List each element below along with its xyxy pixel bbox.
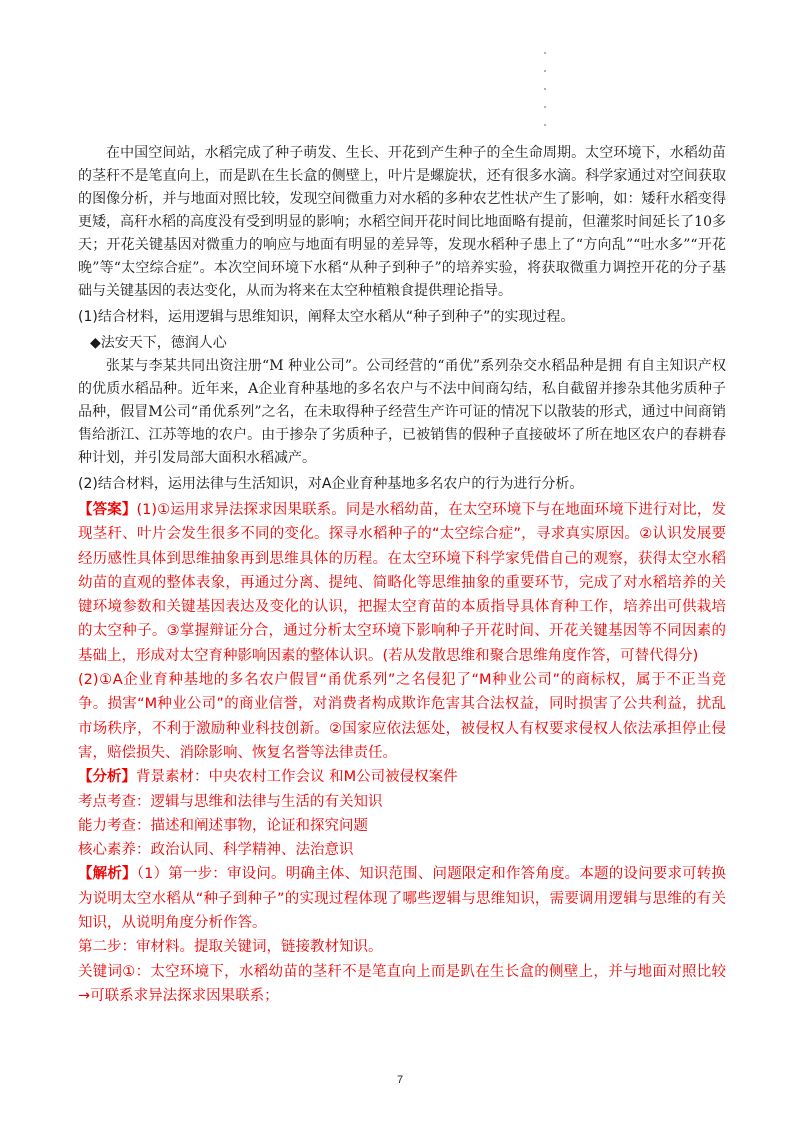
material-paragraph-1: 在中国空间站，水稻完成了种子萌发、生长、开花到产生种子的全生命周期。太空环境下，水稻幼苗的茎秆不是笔直向上，而是趴在生长盒的侧壁上，叶片是螺旋状，还有很多水滴。科学家通过对空间获取的图像分析，并与地面对照比较，发现空间微重力对水稻的多种农艺性状产生了影响，如：矮秆水稻变得更矮，高秆水稻的高度没有受到明显的影响；水稻空间开花时间比地面略有提前，但灌浆时间延长了10多天；开花关键基因对微重力的响应与地面有明显的差异等，发现水稻种子患上了“方向乱”“吐水多”“开花晚”等“太空综合症”。本次空间环境下水稻“从种子到种子”的培养实验，将获取微重力调控开花的分子基础与关键基因的表达变化，从而为将来在太空种植粮食提供理论指导。 <box>78 145 726 299</box>
page-content <box>78 142 726 1008</box>
analysis-label: 【分析】 <box>78 769 136 786</box>
page-number: 7 <box>396 1074 404 1086</box>
material-paragraph-2: 张某与李某共同出资注册“M 种业公司”。公司经营的“甬优”系列杂交水稻品种是拥 有自主知识产权的优质水稻品种。近年来，A企业育种基地的多名农户与不法中间商勾结，私自截留并掺杂其他劣质种子品种，假冒M公司“甬优系列”之名，在未取得种子经营生产许可证的情况下以散装的形式，通过中间商销售给浙江、江苏等地的农户。由于掺杂了劣质种子，已被销售的假种子直接破坏了所在地区农户的春耕春种计划，并引发局部大面积水稻减产。 <box>78 358 726 466</box>
explanation-step-1: 【解析】（1）第一步：审设问。明确主体、知识范围、问题限定和作答角度。本题的设问要求可转换为说明太空水稻从“种子到种子”的实现过程体现了哪些逻辑与思维知识，需要调用逻辑与思维的有关知识，从说明角度分析作答。 <box>78 866 726 932</box>
answer-label: 【答案】 <box>78 502 137 518</box>
analysis-points: 考点考查：逻辑与思维和法律与生活的有关知识 <box>78 793 383 810</box>
explanation-keyword-1: 关键词①：太空环境下，水稻幼苗的茎秆不是笔直向上而是趴在生长盒的侧壁上，并与地面对照比较→可联系求异法探求因果联系； <box>78 963 726 1004</box>
answer-part-2: (2)①A企业育种基地的多名农户假冒“甬优系列”之名侵犯了“M种业公司”的商标权，属于不正当竞争。损害“M种业公司”的商业信誉，对消费者构成欺诈危害其合法权益，同时损害了公共利益，扰乱市场秩序，不利于激励种业科技创新。②国家应依法惩处，被侵权人有权要求侵权人依法承担停止侵害，赔偿损失、消除影响、恢复名誉等法律责任。 <box>78 672 726 761</box>
analysis-ability: 能力考查：描述和阐述事物，论证和探究问题 <box>78 817 368 834</box>
explanation-step-2: 第二步：审材料。提取关键词，链接教材知识。 <box>78 939 383 956</box>
question-2: (2)结合材料，运用法律与生活知识，对A企业育种基地多名农户的行为进行分析。 <box>78 476 584 492</box>
question-1: (1)结合材料，运用逻辑与思维知识，阐释太空水稻从“种子到种子”的实现过程。 <box>78 309 575 325</box>
explanation-label: 【解析】 <box>78 866 137 883</box>
decorative-dots <box>543 52 549 142</box>
analysis-literacy: 核心素养：政治认同、科学精神、法治意识 <box>78 842 354 859</box>
analysis-background: 【分析】背景素材：中央农村工作会议 和M公司被侵权案件 <box>78 769 458 786</box>
section-heading: ◆法安天下，德润人心 <box>90 335 227 351</box>
answer-part-1: 【答案】(1)①运用求异法探求因果联系。同是水稻幼苗，在太空环境下与在地面环境下进行对比，发现茎秆、叶片会发生很多不同的变化。探寻水稻种子的“太空综合症”，寻求真实原因。②认识发展要经历感性具体到思维抽象再到思维具体的历程。在太空环境下科学家凭借自己的观察，获得太空水稻幼苗的直观的整体表象，再通过分离、提纯、简略化等思维抽象的重要环节，完成了对水稻培养的关键环境参数和关键基因表达及变化的认识，把握太空育苗的本质指导具体育种工作，培养出可供栽培的太空种子。③掌握辩证分合，通过分析太空环境下影响种子开花时间、开花关键基因等不同因素的基础上，形成对太空育种影响因素的整体认识。(若从发散思维和聚合思维角度作答，可替代得分) <box>78 502 726 664</box>
